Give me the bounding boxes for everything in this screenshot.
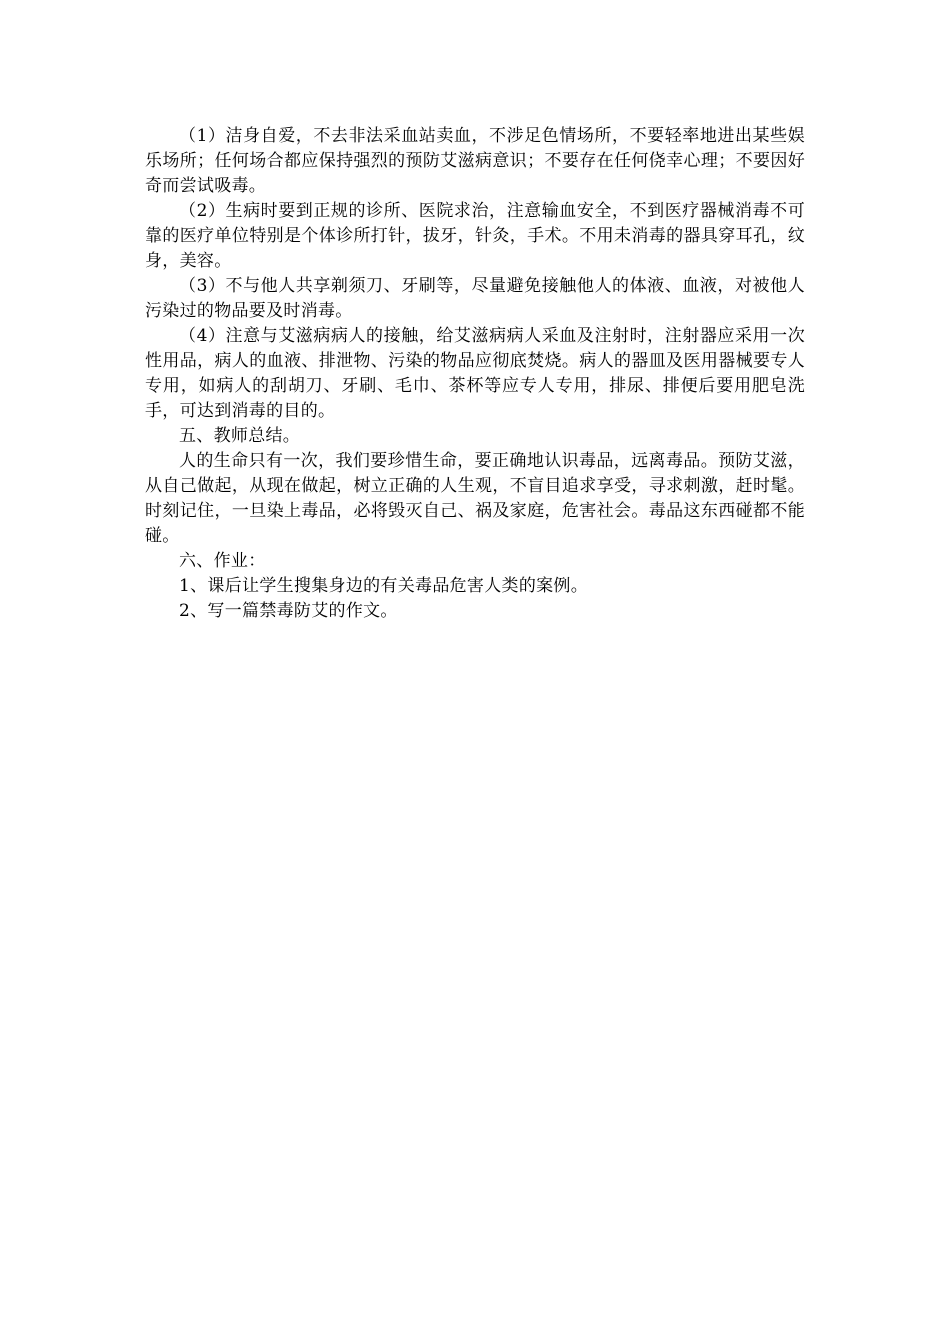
document-body: [145, 124, 805, 624]
paragraph-precaution-1: （1）洁身自爱，不去非法采血站卖血，不涉足色情场所，不要轻率地进出某些娱乐场所；任何场合都应保持强烈的预防艾滋病意识；不要存在任何侥幸心理；不要因好奇而尝试吸毒。: [145, 126, 805, 196]
homework-item-2: 2、写一篇禁毒防艾的作文。: [179, 601, 398, 621]
section-heading-teacher-summary: 五、教师总结。: [179, 426, 301, 446]
paragraph-precaution-3: （3）不与他人共享剃须刀、牙刷等，尽量避免接触他人的体液、血液，对被他人污染过的物品要及时消毒。: [145, 276, 805, 321]
paragraph-summary: 人的生命只有一次，我们要珍惜生命，要正确地认识毒品，远离毒品。预防艾滋，从自己做起，从现在做起，树立正确的人生观，不盲目追求享受，寻求刺激，赶时髦。时刻记住，一旦染上毒品，必将毁灭自己、祸及家庭，危害社会。毒品这东西碰都不能碰。: [145, 451, 805, 546]
paragraph-precaution-4: （4）注意与艾滋病病人的接触，给艾滋病病人采血及注射时，注射器应采用一次性用品，病人的血液、排泄物、污染的物品应彻底焚烧。病人的器皿及医用器械要专人专用，如病人的刮胡刀、牙刷、毛巾、茶杯等应专人专用，排尿、排便后要用肥皂洗手，可达到消毒的目的。: [145, 326, 805, 421]
section-heading-homework: 六、作业：: [179, 551, 266, 571]
homework-item-1: 1、课后让学生搜集身边的有关毒品危害人类的案例。: [179, 576, 589, 596]
paragraph-precaution-2: （2）生病时要到正规的诊所、医院求治，注意输血安全，不到医疗器械消毒不可靠的医疗单位特别是个体诊所打针，拔牙，针灸，手术。不用未消毒的器具穿耳孔，纹身，美容。: [145, 201, 805, 271]
